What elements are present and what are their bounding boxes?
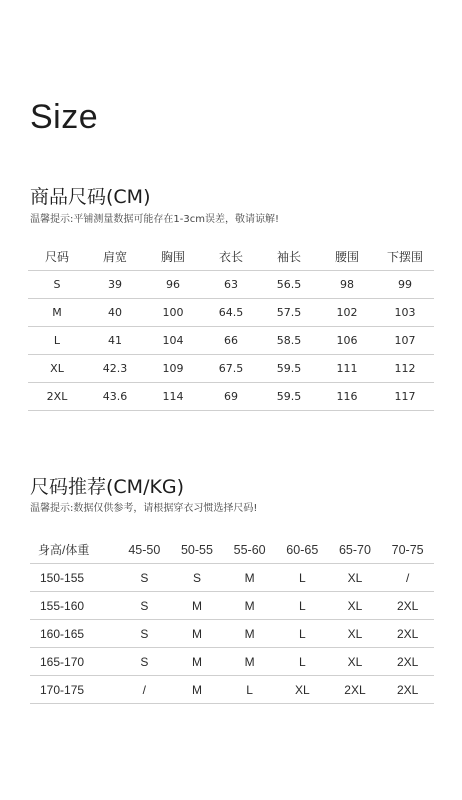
recommend-chart-header: 45-50	[118, 536, 171, 564]
recommend-chart-row-cell: M	[171, 676, 224, 704]
size-chart-row-label: S	[28, 271, 86, 299]
recommend-chart-row-label: 160-165	[30, 620, 118, 648]
size-chart-header: 衣长	[202, 243, 260, 271]
recommend-chart-row	[30, 620, 434, 648]
size-chart-row-cell: 100	[144, 299, 202, 327]
recommend-chart-row-cell: S	[118, 648, 171, 676]
recommend-chart-row	[30, 648, 434, 676]
recommend-chart-row-cell: 2XL	[381, 592, 434, 620]
size-chart-row-label: M	[28, 299, 86, 327]
size-chart-row-cell: 96	[144, 271, 202, 299]
size-chart-row-cell: 116	[318, 383, 376, 411]
recommend-chart-header: 50-55	[171, 536, 224, 564]
recommend-chart-row-cell: XL	[329, 592, 382, 620]
size-chart-row-cell: 59.5	[260, 383, 318, 411]
size-chart-row-cell: 64.5	[202, 299, 260, 327]
size-chart-row	[28, 299, 434, 327]
size-chart-row-label: L	[28, 327, 86, 355]
recommend-chart-row-cell: S	[118, 592, 171, 620]
size-chart-row-cell: 69	[202, 383, 260, 411]
size-chart-row-cell: 56.5	[260, 271, 318, 299]
recommend-chart-row-cell: /	[381, 564, 434, 592]
recommend-chart-row-label: 155-160	[30, 592, 118, 620]
size-chart-row-cell: 66	[202, 327, 260, 355]
size-chart-row-label: 2XL	[28, 383, 86, 411]
size-chart-row-cell: 57.5	[260, 299, 318, 327]
recommend-chart-row	[30, 676, 434, 704]
recommend-chart-row-cell: L	[276, 564, 329, 592]
recommend-chart-row-label: 165-170	[30, 648, 118, 676]
size-chart-row-cell: 106	[318, 327, 376, 355]
recommend-chart-title: 尺码推荐(CM/KG)	[30, 476, 185, 498]
size-chart-table	[28, 243, 434, 411]
size-chart-row-cell: 111	[318, 355, 376, 383]
recommend-chart-row	[30, 564, 434, 592]
recommend-chart-row-cell: XL	[329, 620, 382, 648]
recommend-chart-row-cell: XL	[329, 648, 382, 676]
size-chart-header-row	[28, 243, 434, 271]
size-chart-row-cell: 112	[376, 355, 434, 383]
recommend-chart-header: 65-70	[329, 536, 382, 564]
size-chart-note: 温馨提示:平铺测量数据可能存在1-3cm误差，敬请谅解!	[30, 214, 279, 225]
recommend-chart-row-cell: M	[171, 648, 224, 676]
recommend-chart-note: 温馨提示:数据仅供参考，请根据穿衣习惯选择尺码!	[30, 503, 258, 514]
size-chart-row-cell: 102	[318, 299, 376, 327]
recommend-chart-row-cell: 2XL	[329, 676, 382, 704]
recommend-chart-header: 60-65	[276, 536, 329, 564]
recommend-chart-row-cell: XL	[276, 676, 329, 704]
size-chart-row	[28, 383, 434, 411]
recommend-chart-row-cell: 2XL	[381, 620, 434, 648]
size-chart-row-cell: 67.5	[202, 355, 260, 383]
recommend-chart-row-cell: S	[118, 564, 171, 592]
recommend-chart-row-cell: L	[276, 648, 329, 676]
recommend-chart-table	[30, 536, 434, 704]
size-chart-row-cell: 98	[318, 271, 376, 299]
recommend-chart-row-cell: M	[223, 564, 276, 592]
size-chart-row-cell: 41	[86, 327, 144, 355]
recommend-chart-row-cell: S	[171, 564, 224, 592]
recommend-chart-row-label: 170-175	[30, 676, 118, 704]
size-chart-row-cell: 63	[202, 271, 260, 299]
recommend-chart-row-cell: M	[223, 648, 276, 676]
size-chart-header: 尺码	[28, 243, 86, 271]
size-chart-row-cell: 43.6	[86, 383, 144, 411]
recommend-chart-row	[30, 592, 434, 620]
size-chart-header: 肩宽	[86, 243, 144, 271]
size-chart-header: 下摆围	[376, 243, 434, 271]
recommend-chart-header: 55-60	[223, 536, 276, 564]
size-chart-row	[28, 271, 434, 299]
size-chart-header: 腰围	[318, 243, 376, 271]
size-chart-title: 商品尺码(CM)	[30, 186, 151, 208]
size-chart-row-label: XL	[28, 355, 86, 383]
size-chart-row	[28, 327, 434, 355]
size-chart-row-cell: 103	[376, 299, 434, 327]
size-chart-row	[28, 355, 434, 383]
recommend-chart-row-cell: M	[223, 592, 276, 620]
size-chart-row-cell: 40	[86, 299, 144, 327]
size-chart-row-cell: 39	[86, 271, 144, 299]
size-chart-row-cell: 107	[376, 327, 434, 355]
recommend-chart-row-cell: M	[171, 620, 224, 648]
size-chart-row-cell: 42.3	[86, 355, 144, 383]
size-chart-header: 袖长	[260, 243, 318, 271]
recommend-chart-row-cell: 2XL	[381, 648, 434, 676]
size-chart-row-cell: 117	[376, 383, 434, 411]
size-chart-row-cell: 114	[144, 383, 202, 411]
size-chart-row-cell: 59.5	[260, 355, 318, 383]
size-chart-header: 胸围	[144, 243, 202, 271]
recommend-chart-row-cell: 2XL	[381, 676, 434, 704]
size-chart-row-cell: 109	[144, 355, 202, 383]
size-chart-row-cell: 99	[376, 271, 434, 299]
recommend-chart-row-cell: L	[223, 676, 276, 704]
recommend-chart-row-cell: XL	[329, 564, 382, 592]
size-chart-row-cell: 58.5	[260, 327, 318, 355]
recommend-chart-row-cell: L	[276, 592, 329, 620]
recommend-chart-row-cell: L	[276, 620, 329, 648]
page-title: Size	[30, 98, 99, 136]
recommend-chart-row-cell: M	[223, 620, 276, 648]
recommend-chart-header: 身高/体重	[30, 536, 118, 564]
recommend-chart-row-cell: S	[118, 620, 171, 648]
recommend-chart-row-label: 150-155	[30, 564, 118, 592]
size-chart-row-cell: 104	[144, 327, 202, 355]
recommend-chart-header-row	[30, 536, 434, 564]
recommend-chart-header: 70-75	[381, 536, 434, 564]
recommend-chart-row-cell: /	[118, 676, 171, 704]
recommend-chart-row-cell: M	[171, 592, 224, 620]
